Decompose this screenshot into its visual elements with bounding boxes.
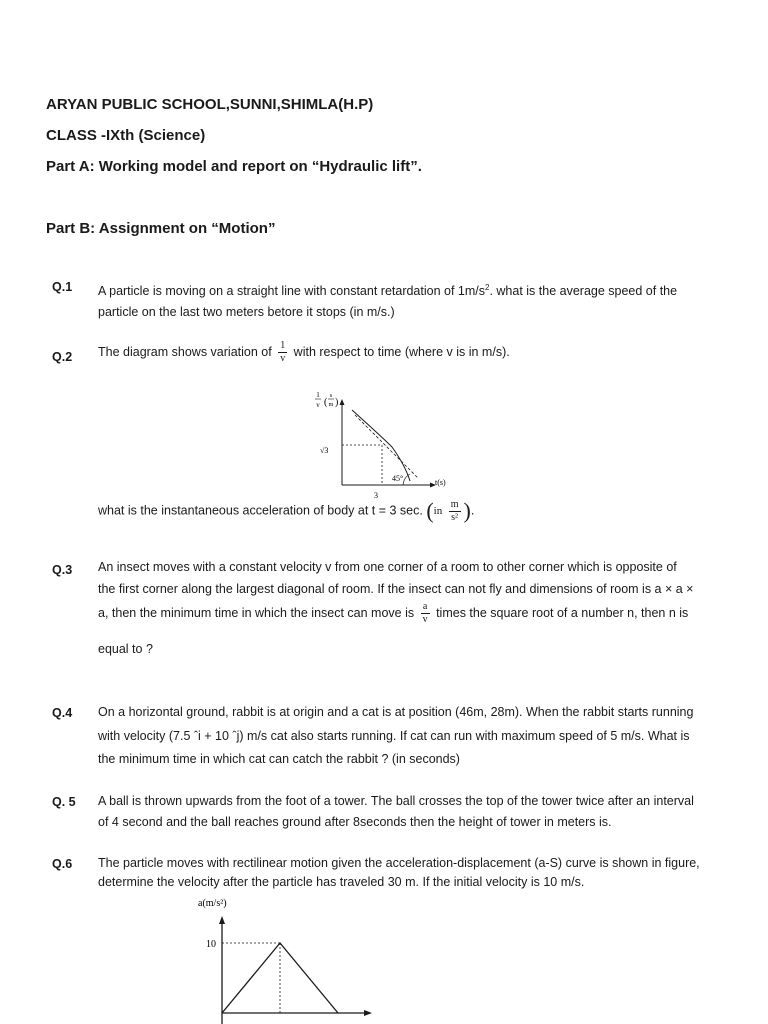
- q3-line-4: equal to ?: [98, 642, 153, 656]
- q6-line-1: The particle moves with rectilinear motion given the acceleration-displacement (a-S) curve is shown in figure,: [98, 856, 700, 870]
- q2-y-label-den: v: [316, 401, 320, 409]
- question-number: Q.6: [52, 857, 73, 871]
- q3-line-3-pre: a, then the minimum time in which the insect can move is: [98, 605, 415, 620]
- question-number: Q.3: [52, 563, 73, 577]
- q2-curve: [352, 410, 410, 481]
- q3-fraction-den: v: [422, 614, 428, 625]
- q2-fraction-den: v: [280, 353, 286, 364]
- q3-fraction: [421, 601, 430, 626]
- q6-curve: [222, 943, 338, 1013]
- q2-x-tick: 3: [374, 491, 378, 500]
- q2-pre-text: The diagram shows variation of: [98, 344, 272, 359]
- q5-line-1: A ball is thrown upwards from the foot of a tower. The ball crosses the top of the tower twice after an interval: [98, 794, 694, 808]
- question-1-text: [98, 277, 708, 323]
- q2-paren-right: ): [463, 498, 471, 523]
- q2-followup: [98, 498, 474, 524]
- q2-unit-den: s²: [451, 511, 459, 523]
- question-number: Q. 5: [52, 795, 76, 809]
- q6-graph: [190, 892, 390, 1024]
- q2-after-text: what is the instantaneous acceleration of body at t = 3 sec.: [98, 503, 423, 518]
- part-a-heading: Part A: Working model and report on “Hydraulic lift”.: [46, 158, 422, 175]
- q2-paren-left: (: [426, 498, 434, 523]
- q5-line-2: of 4 second and the ball reaches ground after 8seconds then the height of tower in meters is.: [98, 815, 612, 829]
- q2-y-label-num: 1: [316, 391, 320, 399]
- q6-y-axis-label: a(m/s²): [198, 898, 227, 909]
- question-number: Q.2: [52, 350, 73, 364]
- q1-text-part-b: . what is the average speed of the particle on the last two meters betore it stops (in m/s.): [98, 284, 678, 320]
- q4-line-1: On a horizontal ground, rabbit is at origin and a cat is at position (46m, 28m). When the rabbit starts running: [98, 705, 694, 719]
- q2-y-paren-left: (: [324, 397, 328, 408]
- q2-fraction: [278, 340, 287, 365]
- q2-x-axis-label: t(s): [435, 478, 446, 487]
- part-b-heading: Part B: Assignment on “Motion”: [46, 220, 276, 237]
- q2-y-tick: √3: [320, 446, 329, 455]
- q2-end: .: [470, 503, 475, 518]
- q2-unit-in: in: [433, 505, 443, 517]
- question-2-text: [98, 340, 510, 365]
- q2-graph: [300, 385, 470, 505]
- question-number: Q.4: [52, 706, 73, 720]
- q6-line-2: determine the velocity after the particle has traveled 30 m. If the initial velocity is 10 m/s.: [98, 875, 585, 889]
- q3-fraction-num: a: [421, 601, 430, 614]
- q1-text-part-a: A particle is moving on a straight line with constant retardation of 1m/s: [98, 284, 485, 299]
- q4-line-3: the minimum time in which cat can catch the rabbit ? (in seconds): [98, 752, 460, 766]
- q3-line-3: [98, 601, 688, 626]
- q2-y-unit-num: s: [329, 393, 333, 399]
- school-title: ARYAN PUBLIC SCHOOL,SUNNI,SHIMLA(H.P): [46, 96, 374, 113]
- q4-line-2: with velocity (7.5 ˆi + 10 ˆj) m/s cat also starts running. If cat can run with maximum speed of 5 m/s. What is: [98, 729, 690, 743]
- class-title: CLASS -IXth (Science): [46, 127, 206, 144]
- q2-unit-num: m: [450, 498, 459, 510]
- q2-tangent: [355, 415, 418, 478]
- q2-post-text: with respect to time (where v is in m/s).: [293, 344, 510, 359]
- q3-line-3-post: times the square root of a number n, then n is: [436, 605, 689, 620]
- q1-superscript: 2: [485, 283, 490, 292]
- q6-y-tick: 10: [206, 939, 216, 950]
- question-number: Q.1: [52, 280, 73, 294]
- q2-y-unit-den: m: [328, 402, 334, 408]
- q2-unit-fraction: [449, 499, 461, 524]
- q2-angle-label: 45°: [392, 474, 404, 483]
- q2-y-paren-right: ): [335, 397, 339, 408]
- q3-line-2: the first corner along the largest diagonal of room. If the insect can not fly and dimensions of room is a × a ×: [98, 582, 694, 596]
- q2-fraction-num: 1: [280, 340, 286, 351]
- q3-line-1: An insect moves with a constant velocity v from one corner of a room to other corner which is opposite of: [98, 560, 677, 574]
